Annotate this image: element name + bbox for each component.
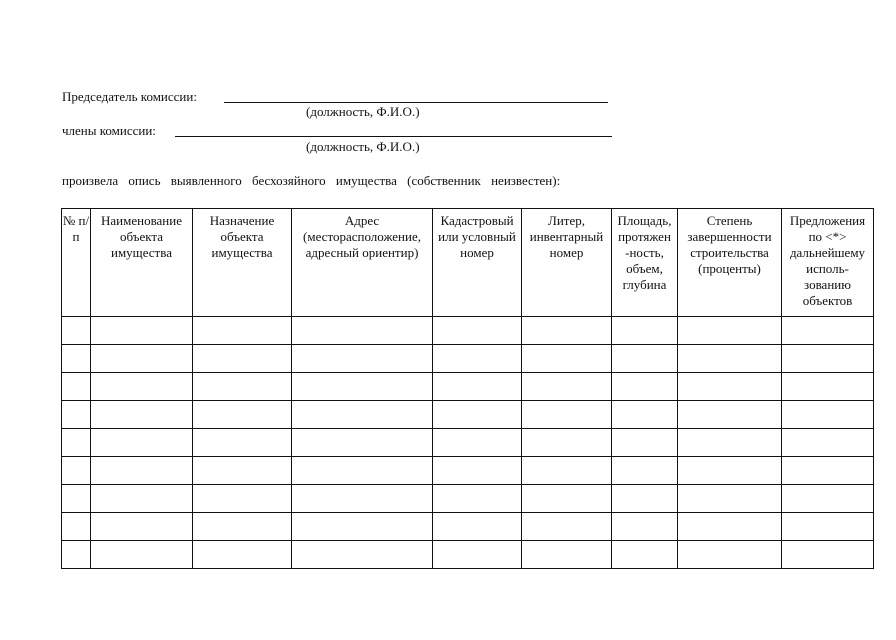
table-cell[interactable] — [62, 429, 91, 457]
table-row — [62, 429, 874, 457]
table-cell[interactable] — [782, 541, 874, 569]
table-cell[interactable] — [782, 513, 874, 541]
inventory-table — [61, 208, 874, 569]
table-cell[interactable] — [193, 541, 292, 569]
table-cell[interactable] — [433, 401, 522, 429]
table-cell[interactable] — [193, 457, 292, 485]
table-row — [62, 457, 874, 485]
table-cell[interactable] — [433, 345, 522, 373]
table-cell[interactable] — [433, 317, 522, 345]
table-cell[interactable] — [678, 457, 782, 485]
members-row — [62, 123, 156, 139]
table-cell[interactable] — [62, 485, 91, 513]
table-row — [62, 513, 874, 541]
table-cell[interactable] — [193, 513, 292, 541]
table-cell[interactable] — [522, 485, 612, 513]
col-header-cadastral-number: Кадастровый или условный номер — [433, 209, 522, 317]
chairman-hint: (должность, Ф.И.О.) — [306, 104, 420, 119]
table-cell[interactable] — [433, 429, 522, 457]
table-cell[interactable] — [292, 373, 433, 401]
chairman-label: Председатель комиссии: — [62, 89, 197, 104]
table-cell[interactable] — [678, 429, 782, 457]
table-cell[interactable] — [292, 345, 433, 373]
table-cell[interactable] — [433, 485, 522, 513]
intro-text: произвела опись выявленного бесхозяйного имущества (собственник неизвестен): — [62, 173, 561, 188]
table-cell[interactable] — [193, 345, 292, 373]
table-cell[interactable] — [522, 513, 612, 541]
col-header-inventory-number: Литер, инвентарный номер — [522, 209, 612, 317]
table-cell[interactable] — [782, 401, 874, 429]
table-cell[interactable] — [782, 317, 874, 345]
table-cell[interactable] — [522, 457, 612, 485]
table-cell[interactable] — [91, 317, 193, 345]
members-signature-line[interactable] — [175, 136, 612, 137]
table-row — [62, 373, 874, 401]
table-cell[interactable] — [292, 317, 433, 345]
table-row — [62, 401, 874, 429]
table-cell[interactable] — [193, 429, 292, 457]
table-cell[interactable] — [62, 513, 91, 541]
table-cell[interactable] — [522, 345, 612, 373]
table-cell[interactable] — [612, 317, 678, 345]
table-cell[interactable] — [193, 373, 292, 401]
table-row — [62, 345, 874, 373]
table-cell[interactable] — [91, 457, 193, 485]
table-cell[interactable] — [91, 429, 193, 457]
table-cell[interactable] — [292, 401, 433, 429]
table-cell[interactable] — [522, 373, 612, 401]
table-cell[interactable] — [433, 541, 522, 569]
table-cell[interactable] — [193, 401, 292, 429]
col-header-address: Адрес (месторасположение, адресный ориентир) — [292, 209, 433, 317]
table-cell[interactable] — [678, 401, 782, 429]
table-cell[interactable] — [612, 485, 678, 513]
table-cell[interactable] — [522, 541, 612, 569]
table-row — [62, 485, 874, 513]
table-cell[interactable] — [678, 485, 782, 513]
table-cell[interactable] — [62, 373, 91, 401]
table-cell[interactable] — [612, 457, 678, 485]
table-cell[interactable] — [678, 373, 782, 401]
col-header-proposals: Предложения по <*> дальнейшему исполь- зованию объектов — [782, 209, 874, 317]
table-cell[interactable] — [292, 541, 433, 569]
table-row — [62, 541, 874, 569]
table-cell[interactable] — [433, 513, 522, 541]
table-cell[interactable] — [433, 373, 522, 401]
chairman-signature-line[interactable] — [224, 102, 608, 103]
col-header-area: Площадь, протяжен -ность, объем, глубина — [612, 209, 678, 317]
table-cell[interactable] — [292, 429, 433, 457]
table-cell[interactable] — [91, 373, 193, 401]
members-label: члены комиссии: — [62, 123, 156, 138]
table-cell[interactable] — [782, 345, 874, 373]
col-header-object-name: Наименование объекта имущества — [91, 209, 193, 317]
table-cell[interactable] — [612, 345, 678, 373]
table-cell[interactable] — [62, 345, 91, 373]
table-cell[interactable] — [292, 457, 433, 485]
table-cell[interactable] — [91, 485, 193, 513]
table-cell[interactable] — [62, 317, 91, 345]
table-cell[interactable] — [433, 457, 522, 485]
table-cell[interactable] — [678, 317, 782, 345]
col-header-completion: Степень завершенности строительства (проценты) — [678, 209, 782, 317]
table-cell[interactable] — [522, 317, 612, 345]
table-cell[interactable] — [782, 457, 874, 485]
col-header-number: № п/п — [62, 209, 91, 317]
table-cell[interactable] — [292, 485, 433, 513]
table-cell[interactable] — [91, 541, 193, 569]
table-cell[interactable] — [612, 513, 678, 541]
table-cell[interactable] — [612, 401, 678, 429]
table-cell[interactable] — [782, 429, 874, 457]
table-cell[interactable] — [612, 373, 678, 401]
table-cell[interactable] — [292, 513, 433, 541]
table-cell[interactable] — [782, 373, 874, 401]
chairman-row — [62, 89, 197, 105]
col-header-purpose: Назначение объекта имущества — [193, 209, 292, 317]
table-header-row — [62, 209, 874, 317]
table-cell[interactable] — [612, 429, 678, 457]
table-cell[interactable] — [612, 541, 678, 569]
table-cell[interactable] — [193, 317, 292, 345]
table-cell[interactable] — [678, 513, 782, 541]
table-body — [62, 317, 874, 569]
table-cell[interactable] — [193, 485, 292, 513]
table-cell[interactable] — [62, 541, 91, 569]
table-cell[interactable] — [782, 485, 874, 513]
table-cell[interactable] — [62, 457, 91, 485]
table-cell[interactable] — [91, 345, 193, 373]
table-cell[interactable] — [678, 345, 782, 373]
members-hint: (должность, Ф.И.О.) — [306, 139, 420, 154]
table-cell[interactable] — [62, 401, 91, 429]
table-cell[interactable] — [522, 429, 612, 457]
table-cell[interactable] — [678, 541, 782, 569]
table-cell[interactable] — [91, 401, 193, 429]
table-cell[interactable] — [91, 513, 193, 541]
table-row — [62, 317, 874, 345]
table-cell[interactable] — [522, 401, 612, 429]
